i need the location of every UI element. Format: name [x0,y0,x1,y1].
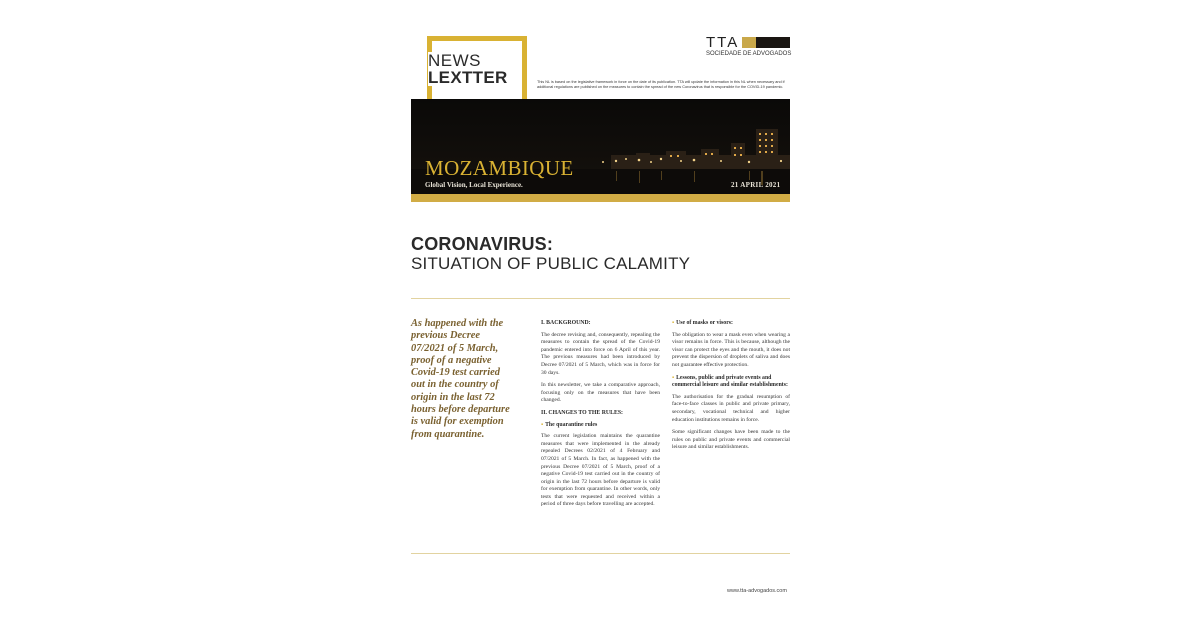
newsletter-title [428,52,512,86]
section-heading-background: I. BACKGROUND: [541,320,591,326]
lextter-label: LEXTTER [428,68,508,87]
paragraph: The authorisation for the gradual resumption of face-to-face classes in public and private primary, secondary, vocational technical and higher education institutions remains in force. [672,393,790,423]
subheading-quarantine [541,422,660,430]
paragraph: The current legislation maintains the quarantine measures that were implemented in the already repealed Decrees 02/2021 of 4 February and 07/2021 of 5 March. In fact, as happened with the previous Decree 07/2021 of 5 March, proof of a negative Covid-19 test carried out in the country of origin in the last 72 hours before departure is valid for exemption from quarantine. In other words, only tests that were requested and received within a period of three days before travelling are accepted. [541,433,660,508]
subheading-lessons [672,375,790,390]
footer-url[interactable]: www.tta-advogados.com [727,588,787,594]
bullet-icon: ▪ [672,320,675,326]
article-column-1 [541,320,660,514]
section-heading-changes: II. CHANGES TO THE RULES: [541,409,623,416]
paragraph: The decree revising and, consequently, repealing the measures to contain the spread of the Covid-19 pandemic entered into force on 6 April of this year. The previous measures had been introduced by Decree 07/2021 of 5 March, which was in force for 30 days. [541,331,660,376]
headline-line1: CORONAVIRUS: [411,234,554,254]
paragraph: The obligation to wear a mask even when wearing a visor remains in force. This is because, although the visor can protect the eyes and the mouth, it does not prevent the dispersion of droplets of saliva and does not guarantee effective protection. [672,331,790,368]
article-column-2 [672,320,790,457]
bullet-icon: ▪ [541,421,544,428]
subheading-text: The quarantine rules [545,421,598,428]
logo-subtitle: SOCIEDADE DE ADVOGADOS [706,51,792,57]
subheading-text: Use of masks or visors: [676,320,733,326]
subheading-masks [672,320,790,328]
pull-quote: As happened with the previous Decree 07/2021 of 5 March, proof of a negative Covid-19 test carried out in the country of origin in the last 72 hours before departure is valid for exemption from quarantine. [411,318,510,440]
subheading-text: Lessons, public and private events and commercial leisure and similar establishments: [672,374,788,389]
country-title: MOZAMBIQUE [425,156,574,180]
news-label: NEWS [428,51,481,70]
logo-name: TTA [706,34,740,51]
headline-line2: SITUATION OF PUBLIC CALAMITY [411,254,691,273]
banner-gold-strip [411,194,790,202]
tagline: Global Vision, Local Experience. [425,181,523,189]
bullet-icon: ▪ [672,374,675,381]
disclaimer-text: This NL is based on the legislative framework in force on the date of its publication. TTA will update the information in this NL when necessary and if additional regulations are published on the measures to contain the spread of the new Coronavirus that is responsible for the COVID-19 pandemic. [537,80,785,89]
paragraph: In this newsletter, we take a comparative approach, focusing only on the measures that have been changed. [541,382,660,404]
issue-date: 21 APRIL 2021 [731,181,781,189]
divider-top [411,298,790,299]
divider-bottom [411,553,790,554]
paragraph: Some significant changes have been made to the rules on public and private events and commercial leisure and similar establishments. [672,429,790,451]
logo-bar-icon [742,37,790,48]
